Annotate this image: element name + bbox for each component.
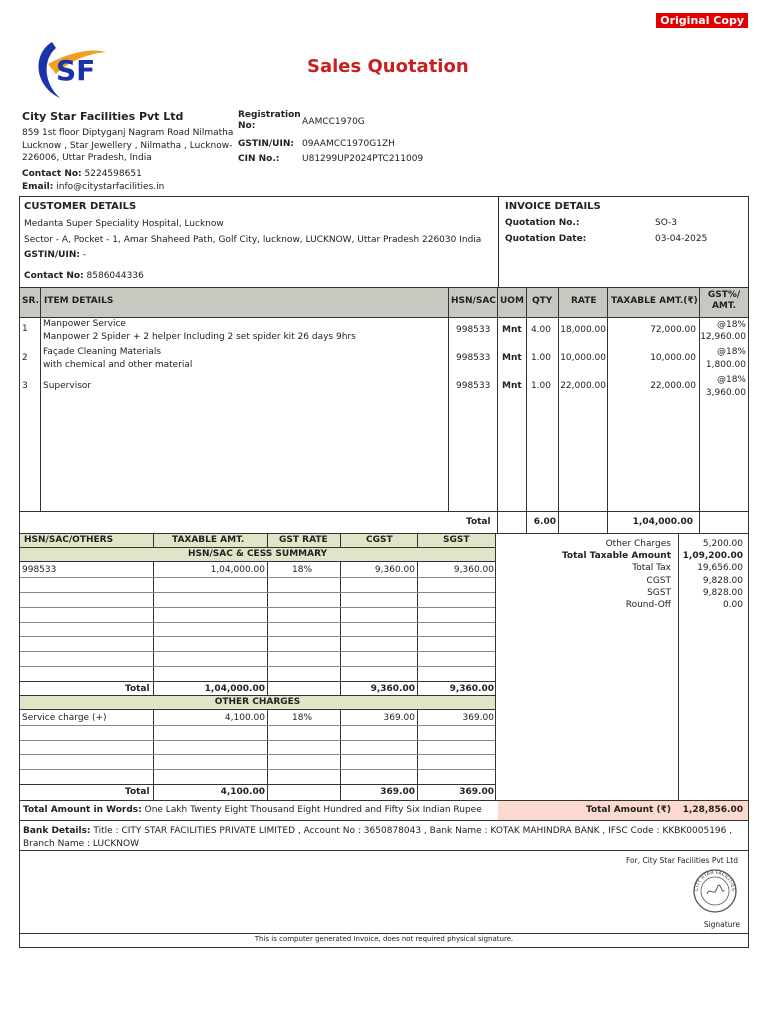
customer-address: Sector - A, Pocket - 1, Amar Shaheed Path, Golf City, lucknow, LUCKNOW, Uttar Pradesh 226030 India — [24, 235, 482, 245]
invoice-heading: INVOICE DETAILS — [505, 201, 601, 212]
hsn-row-sgst: 9,360.00 — [453, 565, 494, 575]
sum-col-rate: GST RATE — [279, 535, 328, 545]
bank-details: Bank Details: Title : CITY STAR FACILITIES PRIVATE LIMITED , Account No : 3650878043 , Bank Name : KOTAK MAHINDRA BANK , IFSC Code : KKBK0005196 , Branch Name : LUCKNOW — [23, 826, 733, 849]
col-gst: GST%/ AMT. — [707, 290, 741, 311]
hsn-row-cgst: 9,360.00 — [374, 565, 415, 575]
item-1-taxable: 72,000.00 — [650, 325, 696, 335]
other-charges-label: Other Charges — [605, 539, 671, 549]
customer-contact: 8586044336 — [86, 271, 144, 281]
hsn-row-taxable: 1,04,000.00 — [210, 565, 265, 575]
document-title: Sales Quotation — [307, 56, 469, 77]
item-3-uom: Mnt — [502, 381, 522, 391]
hsn-row-code: 998533 — [22, 565, 57, 575]
item-3-rate: 22,000.00 — [560, 381, 606, 391]
item-2-uom: Mnt — [502, 353, 522, 363]
item-3-qty: 1.00 — [530, 381, 551, 391]
cin-label: CIN No.: — [238, 154, 280, 164]
cgst-label: CGST — [646, 576, 671, 586]
item-2-rate: 10,000.00 — [560, 353, 606, 363]
sgst-value: 9,828.00 — [702, 588, 743, 598]
col-rate: RATE — [571, 296, 597, 306]
quotation-no: SO-3 — [655, 218, 678, 228]
col-item: ITEM DETAILS — [44, 296, 114, 306]
company-seal — [692, 868, 738, 914]
customer-heading: CUSTOMER DETAILS — [24, 201, 137, 212]
item-1-rate: 18,000.00 — [560, 325, 606, 335]
hsn-total-sgst: 9,360.00 — [449, 684, 494, 694]
other-row-taxable: 4,100.00 — [224, 713, 265, 723]
signature-label: Signature — [703, 920, 740, 929]
items-total-qty: 6.00 — [533, 517, 556, 527]
svg-text:SF: SF — [56, 54, 96, 87]
sum-col-taxable: TAXABLE AMT. — [172, 535, 245, 545]
item-1-hsn: 998533 — [456, 325, 491, 335]
other-total-cgst: 369.00 — [380, 787, 415, 797]
svg-text:CITY STAR FACILITIES PVT LTD: CITY STAR FACILITIES — [693, 869, 737, 892]
total-amount-label: Total Amount (₹) — [586, 805, 671, 815]
item-2-name: Façade Cleaning Materials — [43, 347, 162, 357]
registration-value: AAMCC1970G — [302, 117, 365, 127]
original-copy-badge: Original Copy — [656, 13, 748, 28]
item-2-qty: 1.00 — [530, 353, 551, 363]
sum-col-cgst: CGST — [366, 535, 393, 545]
other-row-sgst: 369.00 — [462, 713, 494, 723]
items-total-label: Total — [466, 517, 491, 527]
quotation-date-label: Quotation Date: — [505, 234, 587, 244]
other-charges-heading: OTHER CHARGES — [20, 696, 495, 709]
item-1-name: Manpower Service — [43, 319, 126, 329]
quotation-date: 03-04-2025 — [655, 234, 708, 244]
company-name: City Star Facilities Pvt Ltd — [22, 110, 184, 123]
other-charges-value: 5,200.00 — [702, 539, 743, 549]
col-uom: UOM — [500, 296, 524, 306]
registration-label: Registration No: — [238, 110, 301, 131]
item-2-sr: 2 — [22, 353, 28, 363]
company-address: 859 1st floor Diptyganj Nagram Road Nilmatha Lucknow , Star Jewellery , Nilmatha , Lucknow-226006, Uttar Pradesh, India — [22, 128, 234, 163]
gstin-value: 09AAMCC1970G1ZH — [302, 139, 395, 149]
roundoff-value: 0.00 — [722, 600, 743, 610]
footer-note: This is computer generated Invoice, does not required physical signature. — [254, 935, 514, 943]
other-total-sgst: 369.00 — [459, 787, 494, 797]
hsn-summary-heading: HSN/SAC & CESS SUMMARY — [20, 548, 495, 561]
amount-in-words: One Lakh Twenty Eight Thousand Eight Hundred and Fifty Six Indian Rupee — [144, 805, 482, 815]
col-qty: QTY — [532, 296, 553, 306]
total-taxable-label: Total Taxable Amount — [561, 551, 671, 561]
company-contact: Contact No: 5224598651 Email: info@citystarfacilities.in — [22, 169, 165, 192]
hsn-row-rate: 18% — [292, 565, 313, 575]
other-row-cgst: 369.00 — [383, 713, 415, 723]
total-tax-value: 19,656.00 — [697, 563, 743, 573]
sum-col-sgst: SGST — [443, 535, 470, 545]
total-taxable-value: 1,09,200.00 — [682, 551, 743, 561]
item-3-gst-pct: @18% — [716, 375, 746, 385]
other-row-code: Service charge (+) — [22, 713, 107, 723]
item-1-sr: 1 — [22, 324, 28, 334]
total-tax-label: Total Tax — [632, 563, 671, 573]
hsn-total-label: Total — [125, 684, 150, 694]
col-taxable: TAXABLE AMT.(₹) — [611, 296, 698, 306]
roundoff-label: Round-Off — [625, 600, 671, 610]
cin-value: U81299UP2024PTC211009 — [302, 154, 424, 164]
hsn-total-cgst: 9,360.00 — [370, 684, 415, 694]
sum-col-hsn: HSN/SAC/OTHERS — [24, 535, 114, 545]
other-total-taxable: 4,100.00 — [220, 787, 265, 797]
item-1-uom: Mnt — [502, 325, 522, 335]
other-total-label: Total — [125, 787, 150, 797]
hsn-total-taxable: 1,04,000.00 — [204, 684, 265, 694]
item-3-taxable: 22,000.00 — [650, 381, 696, 391]
for-company: For, City Star Facilities Pvt Ltd — [625, 856, 738, 865]
customer-gstin: - — [82, 250, 87, 260]
item-2-desc: with chemical and other material — [43, 360, 193, 370]
quotation-no-label: Quotation No.: — [505, 218, 580, 228]
item-2-hsn: 998533 — [456, 353, 491, 363]
items-total-taxable: 1,04,000.00 — [632, 517, 693, 527]
sgst-label: SGST — [647, 588, 671, 598]
item-3-gst-amt: 3,960.00 — [705, 388, 746, 398]
item-3-hsn: 998533 — [456, 381, 491, 391]
item-2-gst-amt: 1,800.00 — [705, 360, 746, 370]
item-3-name: Supervisor — [43, 381, 92, 391]
other-row-rate: 18% — [292, 713, 313, 723]
item-1-gst-pct: @18% — [716, 320, 746, 330]
item-2-gst-pct: @18% — [716, 347, 746, 357]
total-amount-value: 1,28,856.00 — [682, 805, 743, 815]
item-3-sr: 3 — [22, 381, 28, 391]
col-hsn: HSN/SAC — [451, 296, 496, 306]
company-logo — [30, 34, 108, 104]
item-1-gst-amt: 12,960.00 — [700, 332, 746, 342]
item-1-desc: Manpower 2 Spider + 2 helper Including 2 set spider kit 26 days 9hrs — [43, 332, 356, 342]
item-2-taxable: 10,000.00 — [650, 353, 696, 363]
gstin-label: GSTIN/UIN: — [238, 139, 294, 149]
col-sr: SR. — [22, 296, 39, 306]
cgst-value: 9,828.00 — [702, 576, 743, 586]
item-1-qty: 4.00 — [530, 325, 551, 335]
customer-name: Medanta Super Speciality Hospital, Lucknow — [24, 219, 224, 229]
